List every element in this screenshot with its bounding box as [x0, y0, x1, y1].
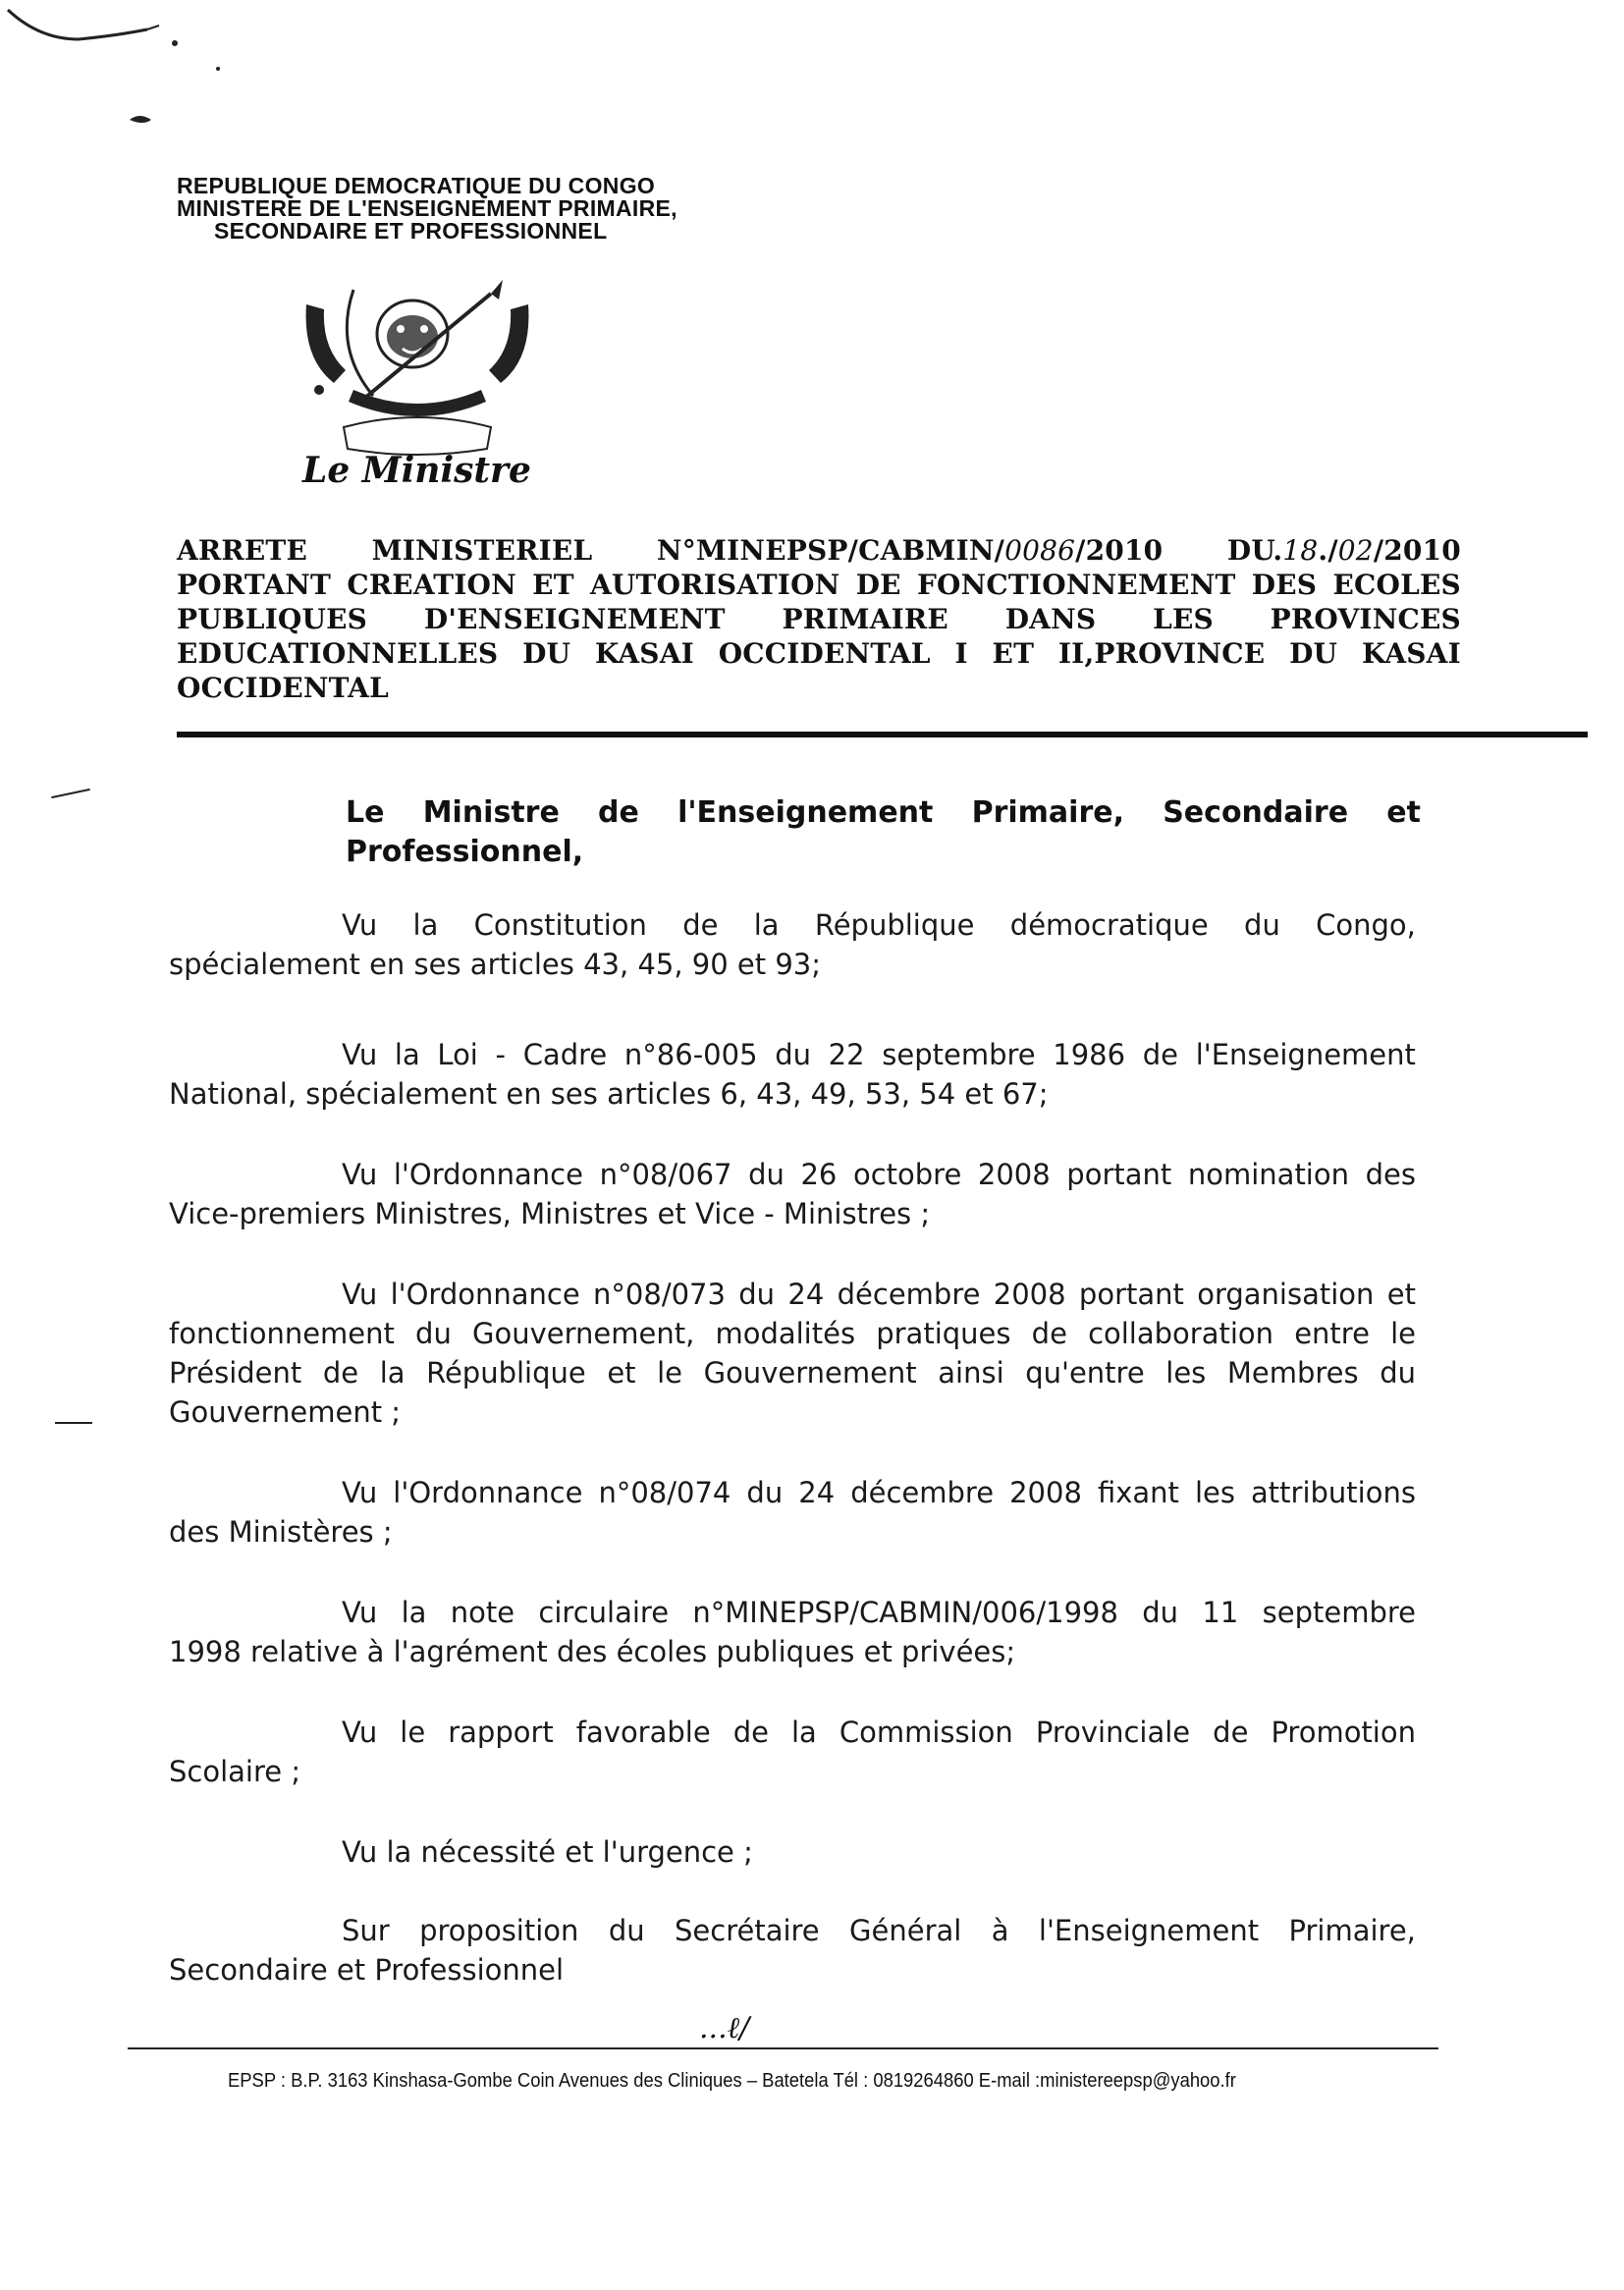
title-word: OCCIDENTAL [718, 637, 931, 670]
title-word: DANS [1004, 603, 1097, 635]
word: du [608, 1914, 645, 1947]
word: Primaire, [1288, 1914, 1416, 1947]
word: Sur [342, 1914, 390, 1947]
word: n°08/074 [598, 1476, 731, 1509]
line-text: des Ministères ; [169, 1515, 393, 1549]
clause-line [169, 1713, 1416, 1752]
word: le [400, 1716, 426, 1749]
word: 24 [798, 1476, 836, 1509]
word: Président [169, 1356, 302, 1390]
word: 26 [800, 1158, 838, 1191]
title-word: DE [855, 569, 901, 601]
clause-line [169, 1035, 1416, 1074]
word: ainsi [938, 1356, 1004, 1390]
clause-line [169, 1473, 1416, 1512]
word: septembre [1262, 1596, 1416, 1629]
clause-ordonnance-074 [169, 1473, 1416, 1552]
word: circulaire [538, 1596, 670, 1629]
word: Cadre [522, 1038, 608, 1071]
title-word: OCCIDENTAL [177, 672, 389, 704]
clause-line [169, 905, 1416, 945]
word: l'Enseignement [1195, 1038, 1416, 1071]
word: de [732, 1716, 769, 1749]
title-word: KASAI [1361, 637, 1461, 670]
preamble-word: Le [346, 795, 385, 830]
word: démocratique [1009, 908, 1209, 942]
title-word: DU [1289, 637, 1338, 670]
clause-rapport [169, 1713, 1416, 1791]
word: Vu [342, 1476, 378, 1509]
line-text: 1998 relative à l'agrément des écoles publiques et privées; [169, 1635, 1016, 1668]
title-word: PRIMAIRE [782, 603, 948, 635]
title-line-5 [177, 671, 1461, 705]
clause-line [169, 1632, 1416, 1671]
clause-loi-cadre [169, 1035, 1416, 1114]
word: du [746, 1476, 784, 1509]
word: Gouvernement [703, 1356, 917, 1390]
handwritten-date-month: 02 [1337, 534, 1374, 567]
title-line-4 [177, 636, 1461, 671]
clause-line [169, 1194, 1416, 1233]
word: décembre [850, 1476, 995, 1509]
clause-constitution [169, 905, 1416, 984]
word: pratiques [876, 1317, 1011, 1350]
word: l'Ordonnance [393, 1158, 583, 1191]
line-text: Vu la nécessité et l'urgence ; [342, 1835, 753, 1869]
ref-year: /2010 [1075, 534, 1164, 567]
margin-tick [51, 789, 90, 798]
word: la [753, 908, 780, 942]
clause-line [169, 1752, 1416, 1791]
word: qu'entre [1025, 1356, 1145, 1390]
date-sep: ./ [1318, 534, 1338, 567]
word: note [450, 1596, 515, 1629]
word: des [1365, 1158, 1416, 1191]
title-word: EDUCATIONNELLES [177, 637, 499, 670]
title-word: LES [1153, 603, 1214, 635]
line-text: Vice-premiers Ministres, Ministres et Vice - Ministres ; [169, 1197, 931, 1230]
footer-divider [128, 2047, 1438, 2049]
word: Membres [1226, 1356, 1359, 1390]
word: Promotion [1271, 1716, 1416, 1749]
word: Vu [342, 1278, 378, 1311]
title-word: PUBLIQUES [177, 603, 368, 635]
scan-mark [130, 116, 151, 123]
date-prefix: DU. [1226, 534, 1283, 567]
word: du [1380, 1356, 1416, 1390]
word: République [426, 1356, 586, 1390]
decree-reference [657, 533, 1163, 568]
clause-line [169, 1353, 1416, 1392]
clause-line [169, 1950, 1416, 1990]
word: nomination [1187, 1158, 1349, 1191]
word: Provinciale [1035, 1716, 1191, 1749]
word: la [401, 1596, 427, 1629]
word: Vu [342, 1038, 378, 1071]
word: et [607, 1356, 636, 1390]
title-word: ARRETE [177, 534, 307, 567]
preamble-heading [346, 793, 1421, 872]
scan-scribble [147, 26, 159, 29]
title-word: CREATION [347, 569, 516, 601]
page-turn-handwritten-mark: ...ℓ/ [699, 2011, 750, 2045]
word: n°08/067 [599, 1158, 732, 1191]
clause-line [169, 1911, 1416, 1950]
word: le [657, 1356, 683, 1390]
coat-of-arms-emblem [295, 280, 540, 462]
word: Secrétaire [675, 1914, 820, 1947]
title-word: FONCTIONNEMENT [916, 569, 1236, 601]
word: du [748, 1158, 785, 1191]
word: du [415, 1317, 452, 1350]
word: collaboration [1088, 1317, 1274, 1350]
ministry-name-line2: SECONDAIRE ET PROFESSIONNEL [214, 218, 608, 244]
word: de [322, 1356, 359, 1390]
scan-scribble [8, 10, 147, 39]
line-text: spécialement en ses articles 43, 45, 90 et 93; [169, 948, 821, 981]
clause-line [169, 1275, 1416, 1314]
minister-signature-title: Le Ministre [302, 450, 531, 491]
line-text: Gouvernement ; [169, 1395, 402, 1429]
clause-ordonnance-073 [169, 1275, 1416, 1432]
word: Vu [342, 1716, 378, 1749]
word: la [791, 1716, 817, 1749]
word: Vu [342, 908, 378, 942]
clause-line [169, 1314, 1416, 1353]
word: la [412, 908, 439, 942]
word: le [1390, 1317, 1416, 1350]
word: n°08/073 [593, 1278, 726, 1311]
title-word: D'ENSEIGNEMENT [423, 603, 726, 635]
title-word: PROVINCES [1270, 603, 1461, 635]
word: portant [1078, 1278, 1184, 1311]
word: Général [849, 1914, 962, 1947]
clause-line [169, 1074, 1416, 1114]
word: 22 [828, 1038, 865, 1071]
title-word: ET [532, 569, 574, 601]
word: du [1142, 1596, 1179, 1629]
word: favorable [575, 1716, 711, 1749]
line-text: Scolaire ; [169, 1755, 301, 1788]
scan-marks [0, 0, 255, 157]
decree-date [1227, 533, 1461, 568]
scan-dot [172, 40, 178, 46]
word: Constitution [473, 908, 647, 942]
word: septembre [882, 1038, 1036, 1071]
title-divider [177, 732, 1588, 737]
word: Vu [342, 1596, 378, 1629]
title-word: KASAI [594, 637, 694, 670]
title-word: ECOLES [1332, 569, 1461, 601]
word: - [495, 1038, 507, 1071]
handwritten-ref-number: 0086 [1004, 534, 1076, 567]
word: fixant [1097, 1476, 1179, 1509]
word: rapport [448, 1716, 554, 1749]
preamble-line-1 [346, 793, 1421, 833]
word: Commission [839, 1716, 1013, 1749]
margin-tick [55, 1422, 92, 1424]
word: à [991, 1914, 1009, 1947]
word: Congo, [1316, 908, 1416, 942]
word: décembre [837, 1278, 981, 1311]
word: 11 [1202, 1596, 1239, 1629]
word: Vu [342, 1158, 378, 1191]
word: attributions [1251, 1476, 1416, 1509]
title-word: MINISTERIEL [371, 534, 593, 567]
preamble-word: et [1386, 795, 1421, 830]
clause-line [169, 1832, 1416, 1872]
preamble-word: l'Enseignement [677, 795, 934, 830]
word: la [379, 1356, 406, 1390]
country-name: REPUBLIQUE DEMOCRATIQUE DU CONGO [177, 173, 656, 198]
word: l'Ordonnance [390, 1278, 580, 1311]
word: du [1244, 908, 1280, 942]
footer-address: EPSP : B.P. 3163 Kinshasa-Gombe Coin Avenues des Cliniques – Batetela Tél : 0819264860 E-mail :ministereepsp@yahoo.fr [228, 2070, 1236, 2092]
word: de [1213, 1716, 1249, 1749]
clause-line [169, 945, 1416, 984]
word: octobre [852, 1158, 962, 1191]
word: modalités [715, 1317, 856, 1350]
title-word: ET [992, 637, 1035, 670]
preamble-word: de [598, 795, 639, 830]
word: les [1194, 1476, 1235, 1509]
title-word: DES [1251, 569, 1318, 601]
line-text: National, spécialement en ses articles 6, 43, 49, 53, 54 et 67; [169, 1077, 1049, 1111]
title-word: I [954, 637, 968, 670]
word: Loi [437, 1038, 478, 1071]
preamble-word: Secondaire [1163, 795, 1349, 830]
handwritten-date-day: 18 [1282, 534, 1319, 567]
word: 2008 [1009, 1476, 1082, 1509]
word: n°86-005 [623, 1038, 758, 1071]
title-word: II,PROVINCE [1057, 637, 1266, 670]
word: de [1031, 1317, 1067, 1350]
word: la [394, 1038, 420, 1071]
word: du [738, 1278, 776, 1311]
decree-title [177, 533, 1461, 705]
preamble-line-2: Professionnel, [346, 835, 584, 869]
clause-line [169, 1392, 1416, 1432]
word: les [1165, 1356, 1207, 1390]
word: 24 [787, 1278, 825, 1311]
ministry-name-line1: MINISTERE DE L'ENSEIGNEMENT PRIMAIRE, [177, 195, 677, 221]
scan-dot [216, 67, 220, 71]
word: fonctionnement [169, 1317, 395, 1350]
date-year: /2010 [1373, 534, 1461, 567]
preamble-word: Ministre [422, 795, 560, 830]
line-text: Secondaire et Professionnel [169, 1953, 565, 1987]
clause-note-circulaire [169, 1593, 1416, 1671]
word: n°MINEPSP/CABMIN/006/1998 [692, 1596, 1118, 1629]
word: 1986 [1053, 1038, 1126, 1071]
title-line-3 [177, 602, 1461, 636]
word: de [682, 908, 719, 942]
clause-line [169, 1512, 1416, 1552]
ref-prefix: N°MINEPSP/CABMIN/ [656, 534, 1005, 567]
clause-ordonnance-067 [169, 1155, 1416, 1233]
title-word: DU [522, 637, 571, 670]
word: proposition [419, 1914, 579, 1947]
word: 2008 [993, 1278, 1066, 1311]
word: République [814, 908, 975, 942]
word: Gouvernement, [472, 1317, 695, 1350]
title-word: PORTANT [177, 569, 332, 601]
word: 2008 [977, 1158, 1051, 1191]
clause-line [169, 1155, 1416, 1194]
word: entre [1294, 1317, 1370, 1350]
title-line-1 [177, 533, 1461, 568]
clause-proposition [169, 1911, 1416, 1990]
word: organisation [1197, 1278, 1375, 1311]
title-line-2 [177, 568, 1461, 602]
word: portant [1066, 1158, 1172, 1191]
clause-line [169, 1593, 1416, 1632]
word: l'Enseignement [1038, 1914, 1260, 1947]
letterhead [177, 175, 677, 243]
clause-urgence [169, 1832, 1416, 1872]
word: l'Ordonnance [393, 1476, 583, 1509]
preamble-word: Primaire, [971, 795, 1124, 830]
title-word: AUTORISATION [589, 569, 840, 601]
word: et [1386, 1278, 1416, 1311]
word: du [775, 1038, 811, 1071]
word: de [1142, 1038, 1179, 1071]
